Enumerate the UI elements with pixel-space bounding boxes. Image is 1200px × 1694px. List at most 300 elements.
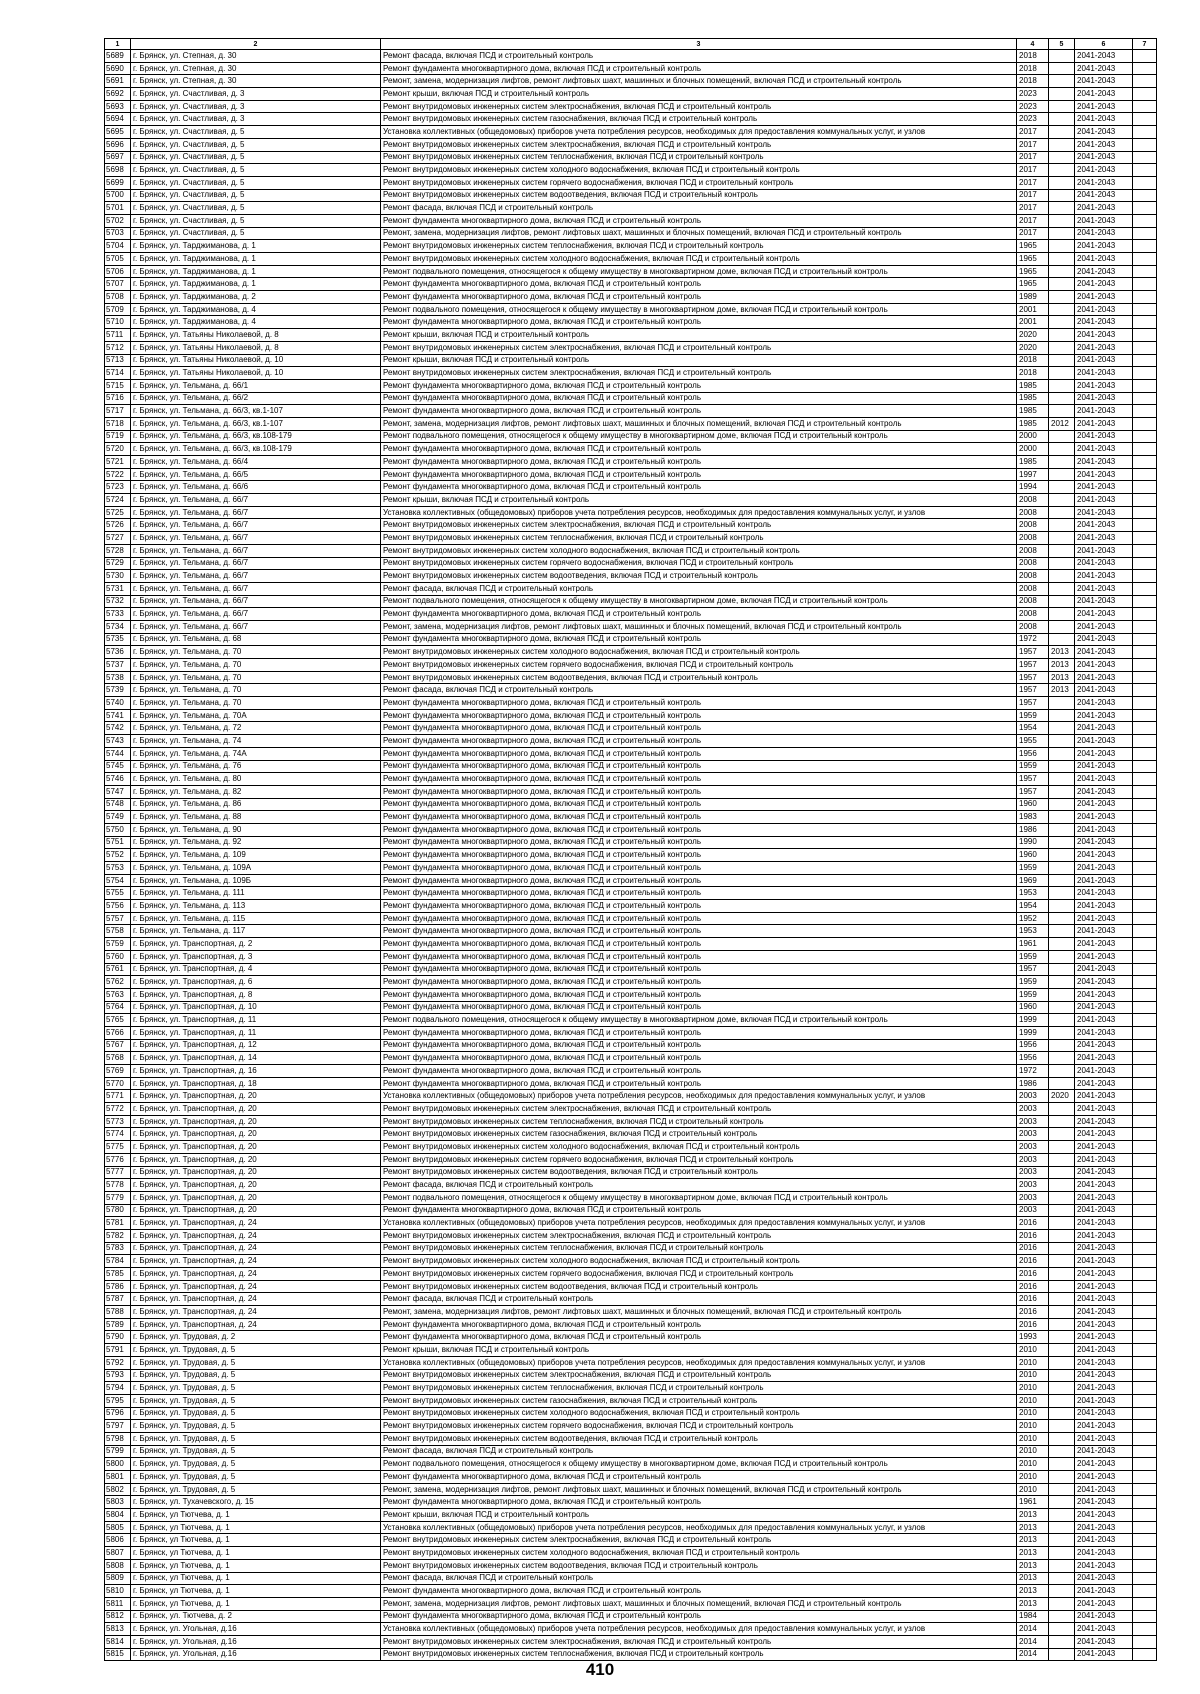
note-cell — [1133, 582, 1157, 595]
planned-period-cell: 2041-2043 — [1075, 1128, 1133, 1141]
planned-period-cell: 2041-2043 — [1075, 798, 1133, 811]
year-built-cell: 2008 — [1017, 544, 1049, 557]
note-cell — [1133, 1547, 1157, 1560]
row-number: 5704 — [105, 240, 131, 253]
address-cell: г. Брянск, ул. Степная, д. 30 — [131, 62, 381, 75]
address-cell: г. Брянск, ул. Угольная, д.16 — [131, 1623, 381, 1636]
year-built-cell: 1985 — [1017, 392, 1049, 405]
note-cell — [1133, 1318, 1157, 1331]
address-cell: г. Брянск, ул. Тельмана, д. 113 — [131, 900, 381, 913]
address-cell: г. Брянск, ул. Трудовая, д. 5 — [131, 1394, 381, 1407]
year-built-cell: 1956 — [1017, 1039, 1049, 1052]
planned-period-cell: 2041-2043 — [1075, 1458, 1133, 1471]
work-type-cell: Ремонт фундамента многоквартирного дома, включая ПСД и строительный контроль — [381, 697, 1017, 710]
work-type-cell: Ремонт внутридомовых инженерных систем водоотведения, включая ПСД и строительный контроль — [381, 189, 1017, 202]
table-row — [105, 557, 1157, 570]
address-cell: г. Брянск, ул. Трудовая, д. 5 — [131, 1344, 381, 1357]
note-cell — [1133, 659, 1157, 672]
row-number: 5785 — [105, 1268, 131, 1281]
row-number: 5776 — [105, 1153, 131, 1166]
row-number: 5725 — [105, 506, 131, 519]
work-type-cell: Ремонт внутридомовых инженерных систем холодного водоснабжения, включая ПСД и строительный контроль — [381, 646, 1017, 659]
year-built-cell: 2010 — [1017, 1420, 1049, 1433]
address-cell: г. Брянск, ул. Транспортная, д. 20 — [131, 1179, 381, 1192]
last-repair-year-cell — [1049, 1052, 1075, 1065]
address-cell: г. Брянск, ул. Тельмана, д. 86 — [131, 798, 381, 811]
last-repair-year-cell — [1049, 430, 1075, 443]
year-built-cell: 1960 — [1017, 1001, 1049, 1014]
year-built-cell: 1959 — [1017, 988, 1049, 1001]
work-type-cell: Ремонт, замена, модернизация лифтов, ремонт лифтовых шахт, машинных и блочных помещений, включая ПСД и строительный контроль — [381, 1483, 1017, 1496]
address-cell: г. Брянск, ул. Тельмана, д. 66/7 — [131, 544, 381, 557]
last-repair-year-cell — [1049, 1483, 1075, 1496]
address-cell: г. Брянск, ул. Тельмана, д. 115 — [131, 912, 381, 925]
table-row — [105, 1268, 1157, 1281]
row-number: 5737 — [105, 659, 131, 672]
last-repair-year-cell — [1049, 608, 1075, 621]
work-type-cell: Ремонт фундамента многоквартирного дома, включая ПСД и строительный контроль — [381, 849, 1017, 862]
note-cell — [1133, 938, 1157, 951]
work-type-cell: Ремонт фундамента многоквартирного дома, включая ПСД и строительный контроль — [381, 316, 1017, 329]
address-cell: г. Брянск, ул. Тарджиманова, д. 1 — [131, 265, 381, 278]
year-built-cell: 1957 — [1017, 659, 1049, 672]
work-type-cell: Ремонт внутридомовых инженерных систем электроснабжения, включая ПСД и строительный контроль — [381, 1534, 1017, 1547]
year-built-cell: 1953 — [1017, 887, 1049, 900]
table-row — [105, 1420, 1157, 1433]
table-row — [105, 519, 1157, 532]
table-row — [105, 1394, 1157, 1407]
last-repair-year-cell — [1049, 1572, 1075, 1585]
work-type-cell: Ремонт фундамента многоквартирного дома, включая ПСД и строительный контроль — [381, 291, 1017, 304]
note-cell — [1133, 684, 1157, 697]
last-repair-year-cell — [1049, 722, 1075, 735]
row-number: 5772 — [105, 1103, 131, 1116]
planned-period-cell: 2041-2043 — [1075, 1217, 1133, 1230]
last-repair-year-cell — [1049, 468, 1075, 481]
last-repair-year-cell — [1049, 697, 1075, 710]
year-built-cell: 2008 — [1017, 557, 1049, 570]
work-type-cell: Ремонт фундамента многоквартирного дома, включая ПСД и строительный контроль — [381, 1077, 1017, 1090]
last-repair-year-cell — [1049, 1432, 1075, 1445]
address-cell: г. Брянск, ул. Тухачевского, д. 15 — [131, 1496, 381, 1509]
address-cell: г. Брянск, ул. Трудовая, д. 5 — [131, 1369, 381, 1382]
row-number: 5809 — [105, 1572, 131, 1585]
address-cell: г. Брянск, ул. Тельмана, д. 66/4 — [131, 456, 381, 469]
year-built-cell: 1983 — [1017, 811, 1049, 824]
table-row — [105, 1344, 1157, 1357]
note-cell — [1133, 151, 1157, 164]
last-repair-year-cell — [1049, 1610, 1075, 1623]
work-type-cell: Ремонт фундамента многоквартирного дома, включая ПСД и строительный контроль — [381, 836, 1017, 849]
year-built-cell: 2017 — [1017, 189, 1049, 202]
work-type-cell: Ремонт крыши, включая ПСД и строительный контроль — [381, 354, 1017, 367]
table-row — [105, 735, 1157, 748]
row-number: 5722 — [105, 468, 131, 481]
note-cell — [1133, 811, 1157, 824]
year-built-cell: 1960 — [1017, 849, 1049, 862]
address-cell: г. Брянск, ул. Тельмана, д. 66/5 — [131, 468, 381, 481]
address-cell: г. Брянск, ул. Тютчева, д. 2 — [131, 1610, 381, 1623]
work-type-cell: Ремонт фундамента многоквартирного дома, включая ПСД и строительный контроль — [381, 862, 1017, 875]
year-built-cell: 2003 — [1017, 1128, 1049, 1141]
row-number: 5770 — [105, 1077, 131, 1090]
last-repair-year-cell — [1049, 202, 1075, 215]
table-row — [105, 570, 1157, 583]
row-number: 5773 — [105, 1115, 131, 1128]
note-cell — [1133, 1026, 1157, 1039]
table-row — [105, 468, 1157, 481]
address-cell: г. Брянск, ул Тютчева, д. 1 — [131, 1509, 381, 1522]
table-row — [105, 773, 1157, 786]
work-type-cell: Ремонт внутридомовых инженерных систем газоснабжения, включая ПСД и строительный контроль — [381, 1394, 1017, 1407]
note-cell — [1133, 976, 1157, 989]
year-built-cell: 1953 — [1017, 925, 1049, 938]
note-cell — [1133, 1039, 1157, 1052]
planned-period-cell: 2041-2043 — [1075, 62, 1133, 75]
work-type-cell: Ремонт фундамента многоквартирного дома, включая ПСД и строительный контроль — [381, 1001, 1017, 1014]
year-built-cell: 2010 — [1017, 1458, 1049, 1471]
table-row — [105, 189, 1157, 202]
row-number: 5815 — [105, 1648, 131, 1661]
table-row — [105, 925, 1157, 938]
row-number: 5696 — [105, 138, 131, 151]
table-row — [105, 126, 1157, 139]
note-cell — [1133, 291, 1157, 304]
row-number: 5771 — [105, 1090, 131, 1103]
table-row — [105, 938, 1157, 951]
planned-period-cell: 2041-2043 — [1075, 722, 1133, 735]
note-cell — [1133, 329, 1157, 342]
work-type-cell: Ремонт внутридомовых инженерных систем электроснабжения, включая ПСД и строительный контроль — [381, 519, 1017, 532]
work-type-cell: Ремонт фундамента многоквартирного дома, включая ПСД и строительный контроль — [381, 1471, 1017, 1484]
year-built-cell: 2008 — [1017, 620, 1049, 633]
planned-period-cell: 2041-2043 — [1075, 570, 1133, 583]
last-repair-year-cell — [1049, 1648, 1075, 1661]
last-repair-year-cell — [1049, 1369, 1075, 1382]
table-row — [105, 1103, 1157, 1116]
note-cell — [1133, 1597, 1157, 1610]
note-cell — [1133, 1242, 1157, 1255]
row-number: 5713 — [105, 354, 131, 367]
planned-period-cell: 2041-2043 — [1075, 1103, 1133, 1116]
address-cell: г. Брянск, ул. Транспортная, д. 3 — [131, 950, 381, 963]
address-cell: г. Брянск, ул Тютчева, д. 1 — [131, 1534, 381, 1547]
address-cell: г. Брянск, ул. Тельмана, д. 66/7 — [131, 608, 381, 621]
work-type-cell: Ремонт внутридомовых инженерных систем холодного водоснабжения, включая ПСД и строительный контроль — [381, 1407, 1017, 1420]
note-cell — [1133, 595, 1157, 608]
work-type-cell: Ремонт фундамента многоквартирного дома, включая ПСД и строительный контроль — [381, 456, 1017, 469]
last-repair-year-cell — [1049, 544, 1075, 557]
table-row — [105, 417, 1157, 430]
row-number: 5784 — [105, 1255, 131, 1268]
note-cell — [1133, 1445, 1157, 1458]
header-cell-2: 2 — [131, 39, 381, 50]
address-cell: г. Брянск, ул. Транспортная, д. 20 — [131, 1166, 381, 1179]
last-repair-year-cell — [1049, 925, 1075, 938]
last-repair-year-cell — [1049, 874, 1075, 887]
planned-period-cell: 2041-2043 — [1075, 1407, 1133, 1420]
last-repair-year-cell — [1049, 1331, 1075, 1344]
note-cell — [1133, 443, 1157, 456]
year-built-cell: 1965 — [1017, 253, 1049, 266]
year-built-cell: 2013 — [1017, 1547, 1049, 1560]
last-repair-year-cell — [1049, 278, 1075, 291]
year-built-cell: 1959 — [1017, 760, 1049, 773]
last-repair-year-cell — [1049, 481, 1075, 494]
note-cell — [1133, 126, 1157, 139]
address-cell: г. Брянск, ул. Транспортная, д. 24 — [131, 1306, 381, 1319]
table-row — [105, 1115, 1157, 1128]
address-cell: г. Брянск, ул. Счастливая, д. 5 — [131, 214, 381, 227]
table-row — [105, 202, 1157, 215]
row-number: 5729 — [105, 557, 131, 570]
row-number: 5689 — [105, 50, 131, 63]
address-cell: г. Брянск, ул. Тельмана, д. 111 — [131, 887, 381, 900]
last-repair-year-cell: 2020 — [1049, 1090, 1075, 1103]
planned-period-cell: 2041-2043 — [1075, 417, 1133, 430]
note-cell — [1133, 849, 1157, 862]
last-repair-year-cell — [1049, 570, 1075, 583]
row-number: 5781 — [105, 1217, 131, 1230]
last-repair-year-cell — [1049, 1115, 1075, 1128]
note-cell — [1133, 1293, 1157, 1306]
planned-period-cell: 2041-2043 — [1075, 189, 1133, 202]
year-built-cell: 2003 — [1017, 1115, 1049, 1128]
note-cell — [1133, 1153, 1157, 1166]
work-type-cell: Ремонт фундамента многоквартирного дома, включая ПСД и строительный контроль — [381, 443, 1017, 456]
address-cell: г. Брянск, ул. Транспортная, д. 2 — [131, 938, 381, 951]
address-cell: г. Брянск, ул. Татьяны Николаевой, д. 8 — [131, 341, 381, 354]
last-repair-year-cell — [1049, 811, 1075, 824]
note-cell — [1133, 1471, 1157, 1484]
year-built-cell: 2013 — [1017, 1572, 1049, 1585]
work-type-cell: Ремонт, замена, модернизация лифтов, ремонт лифтовых шахт, машинных и блочных помещений, включая ПСД и строительный контроль — [381, 1597, 1017, 1610]
work-type-cell: Ремонт фундамента многоквартирного дома, включая ПСД и строительный контроль — [381, 1026, 1017, 1039]
note-cell — [1133, 379, 1157, 392]
address-cell: г. Брянск, ул. Транспортная, д. 24 — [131, 1318, 381, 1331]
row-number: 5750 — [105, 823, 131, 836]
address-cell: г. Брянск, ул. Тарджиманова, д. 1 — [131, 240, 381, 253]
note-cell — [1133, 189, 1157, 202]
table-row — [105, 1597, 1157, 1610]
last-repair-year-cell — [1049, 1585, 1075, 1598]
planned-period-cell: 2041-2043 — [1075, 1268, 1133, 1281]
year-built-cell: 2010 — [1017, 1471, 1049, 1484]
table-row — [105, 214, 1157, 227]
row-number: 5738 — [105, 671, 131, 684]
last-repair-year-cell — [1049, 1204, 1075, 1217]
planned-period-cell: 2041-2043 — [1075, 291, 1133, 304]
work-type-cell: Установка коллективных (общедомовых) приборов учета потребления ресурсов, необходимых для предоставления коммунальных услуг, и узлов — [381, 1217, 1017, 1230]
note-cell — [1133, 1141, 1157, 1154]
row-number: 5812 — [105, 1610, 131, 1623]
address-cell: г. Брянск, ул. Транспортная, д. 6 — [131, 976, 381, 989]
last-repair-year-cell — [1049, 227, 1075, 240]
year-built-cell: 2008 — [1017, 570, 1049, 583]
address-cell: г. Брянск, ул. Тельмана, д. 109Б — [131, 874, 381, 887]
planned-period-cell: 2041-2043 — [1075, 1255, 1133, 1268]
work-type-cell: Ремонт фундамента многоквартирного дома, включая ПСД и строительный контроль — [381, 1065, 1017, 1078]
work-type-cell: Ремонт подвального помещения, относящегося к общему имуществу в многоквартирном доме, включая ПСД и строительный контроль — [381, 303, 1017, 316]
planned-period-cell: 2041-2043 — [1075, 836, 1133, 849]
row-number: 5796 — [105, 1407, 131, 1420]
last-repair-year-cell: 2013 — [1049, 659, 1075, 672]
table-row — [105, 1407, 1157, 1420]
year-built-cell: 1959 — [1017, 862, 1049, 875]
last-repair-year-cell — [1049, 1471, 1075, 1484]
last-repair-year-cell — [1049, 1635, 1075, 1648]
table-row — [105, 1458, 1157, 1471]
work-type-cell: Ремонт фундамента многоквартирного дома, включая ПСД и строительный контроль — [381, 608, 1017, 621]
row-number: 5745 — [105, 760, 131, 773]
note-cell — [1133, 671, 1157, 684]
work-type-cell: Ремонт фундамента многоквартирного дома, включая ПСД и строительный контроль — [381, 278, 1017, 291]
note-cell — [1133, 100, 1157, 113]
note-cell — [1133, 50, 1157, 63]
year-built-cell: 2013 — [1017, 1585, 1049, 1598]
planned-period-cell: 2041-2043 — [1075, 1191, 1133, 1204]
row-number: 5790 — [105, 1331, 131, 1344]
year-built-cell: 2018 — [1017, 50, 1049, 63]
row-number: 5698 — [105, 164, 131, 177]
note-cell — [1133, 1572, 1157, 1585]
note-cell — [1133, 1521, 1157, 1534]
work-type-cell: Ремонт фундамента многоквартирного дома, включая ПСД и строительный контроль — [381, 1318, 1017, 1331]
planned-period-cell: 2041-2043 — [1075, 443, 1133, 456]
year-built-cell: 2008 — [1017, 532, 1049, 545]
last-repair-year-cell — [1049, 1039, 1075, 1052]
address-cell: г. Брянск, ул. Счастливая, д. 5 — [131, 138, 381, 151]
last-repair-year-cell — [1049, 1382, 1075, 1395]
table-row — [105, 1635, 1157, 1648]
planned-period-cell: 2041-2043 — [1075, 1293, 1133, 1306]
table-row — [105, 1648, 1157, 1661]
note-cell — [1133, 1306, 1157, 1319]
row-number: 5806 — [105, 1534, 131, 1547]
planned-period-cell: 2041-2043 — [1075, 760, 1133, 773]
last-repair-year-cell — [1049, 1153, 1075, 1166]
address-cell: г. Брянск, ул. Тельмана, д. 74 — [131, 735, 381, 748]
header-cell-1: 1 — [105, 39, 131, 50]
row-number: 5724 — [105, 494, 131, 507]
row-number: 5752 — [105, 849, 131, 862]
work-type-cell: Ремонт фундамента многоквартирного дома, включая ПСД и строительный контроль — [381, 912, 1017, 925]
work-type-cell: Ремонт внутридомовых инженерных систем холодного водоснабжения, включая ПСД и строительный контроль — [381, 1547, 1017, 1560]
work-type-cell: Ремонт внутридомовых инженерных систем электроснабжения, включая ПСД и строительный контроль — [381, 1369, 1017, 1382]
planned-period-cell: 2041-2043 — [1075, 1153, 1133, 1166]
table-row — [105, 1293, 1157, 1306]
table-row — [105, 1509, 1157, 1522]
last-repair-year-cell — [1049, 240, 1075, 253]
work-type-cell: Ремонт фундамента многоквартирного дома, включая ПСД и строительный контроль — [381, 1052, 1017, 1065]
table-row — [105, 456, 1157, 469]
table-row — [105, 671, 1157, 684]
last-repair-year-cell — [1049, 1318, 1075, 1331]
address-cell: г. Брянск, ул. Тельмана, д. 109А — [131, 862, 381, 875]
table-row — [105, 811, 1157, 824]
address-cell: г. Брянск, ул. Транспортная, д. 20 — [131, 1103, 381, 1116]
note-cell — [1133, 1280, 1157, 1293]
row-number: 5740 — [105, 697, 131, 710]
address-cell: г. Брянск, ул. Тельмана, д. 66/3, кв.1-107 — [131, 417, 381, 430]
address-cell: г. Брянск, ул. Тельмана, д. 80 — [131, 773, 381, 786]
table-row — [105, 1331, 1157, 1344]
address-cell: г. Брянск, ул. Транспортная, д. 20 — [131, 1204, 381, 1217]
planned-period-cell: 2041-2043 — [1075, 1445, 1133, 1458]
work-type-cell: Ремонт фундамента многоквартирного дома, включая ПСД и строительный контроль — [381, 988, 1017, 1001]
note-cell — [1133, 354, 1157, 367]
last-repair-year-cell — [1049, 1407, 1075, 1420]
table-row — [105, 1065, 1157, 1078]
table-row — [105, 798, 1157, 811]
last-repair-year-cell — [1049, 557, 1075, 570]
planned-period-cell: 2041-2043 — [1075, 50, 1133, 63]
row-number: 5747 — [105, 785, 131, 798]
planned-period-cell: 2041-2043 — [1075, 1179, 1133, 1192]
year-built-cell: 2017 — [1017, 202, 1049, 215]
row-number: 5782 — [105, 1229, 131, 1242]
row-number: 5711 — [105, 329, 131, 342]
planned-period-cell: 2041-2043 — [1075, 392, 1133, 405]
note-cell — [1133, 1115, 1157, 1128]
table-row — [105, 988, 1157, 1001]
address-cell: г. Брянск, ул. Счастливая, д. 5 — [131, 189, 381, 202]
last-repair-year-cell — [1049, 735, 1075, 748]
note-cell — [1133, 1496, 1157, 1509]
table-row — [105, 100, 1157, 113]
work-type-cell: Ремонт фундамента многоквартирного дома, включая ПСД и строительный контроль — [381, 709, 1017, 722]
last-repair-year-cell — [1049, 773, 1075, 786]
year-built-cell: 1993 — [1017, 1331, 1049, 1344]
work-type-cell: Ремонт внутридомовых инженерных систем холодного водоснабжения, включая ПСД и строительный контроль — [381, 164, 1017, 177]
row-number: 5802 — [105, 1483, 131, 1496]
row-number: 5779 — [105, 1191, 131, 1204]
row-number: 5690 — [105, 62, 131, 75]
table-row — [105, 176, 1157, 189]
table-row — [105, 1432, 1157, 1445]
planned-period-cell: 2041-2043 — [1075, 988, 1133, 1001]
row-number: 5797 — [105, 1420, 131, 1433]
table-row — [105, 722, 1157, 735]
last-repair-year-cell — [1049, 900, 1075, 913]
year-built-cell: 1957 — [1017, 697, 1049, 710]
work-type-cell: Ремонт крыши, включая ПСД и строительный контроль — [381, 329, 1017, 342]
work-type-cell: Ремонт внутридомовых инженерных систем электроснабжения, включая ПСД и строительный контроль — [381, 1635, 1017, 1648]
row-number: 5763 — [105, 988, 131, 1001]
note-cell — [1133, 697, 1157, 710]
table-row — [105, 278, 1157, 291]
planned-period-cell: 2041-2043 — [1075, 735, 1133, 748]
planned-period-cell: 2041-2043 — [1075, 1344, 1133, 1357]
year-built-cell: 1957 — [1017, 963, 1049, 976]
table-row — [105, 684, 1157, 697]
table-row — [105, 494, 1157, 507]
table-row — [105, 747, 1157, 760]
work-type-cell: Ремонт фундамента многоквартирного дома, включая ПСД и строительный контроль — [381, 633, 1017, 646]
year-built-cell: 2010 — [1017, 1394, 1049, 1407]
planned-period-cell: 2041-2043 — [1075, 126, 1133, 139]
year-built-cell: 1965 — [1017, 278, 1049, 291]
last-repair-year-cell: 2013 — [1049, 684, 1075, 697]
year-built-cell: 1959 — [1017, 976, 1049, 989]
table-row — [105, 836, 1157, 849]
planned-period-cell: 2041-2043 — [1075, 1331, 1133, 1344]
work-type-cell: Ремонт внутридомовых инженерных систем водоотведения, включая ПСД и строительный контроль — [381, 570, 1017, 583]
planned-period-cell: 2041-2043 — [1075, 100, 1133, 113]
last-repair-year-cell — [1049, 836, 1075, 849]
year-built-cell: 2016 — [1017, 1255, 1049, 1268]
address-cell: г. Брянск, ул. Счастливая, д. 5 — [131, 227, 381, 240]
